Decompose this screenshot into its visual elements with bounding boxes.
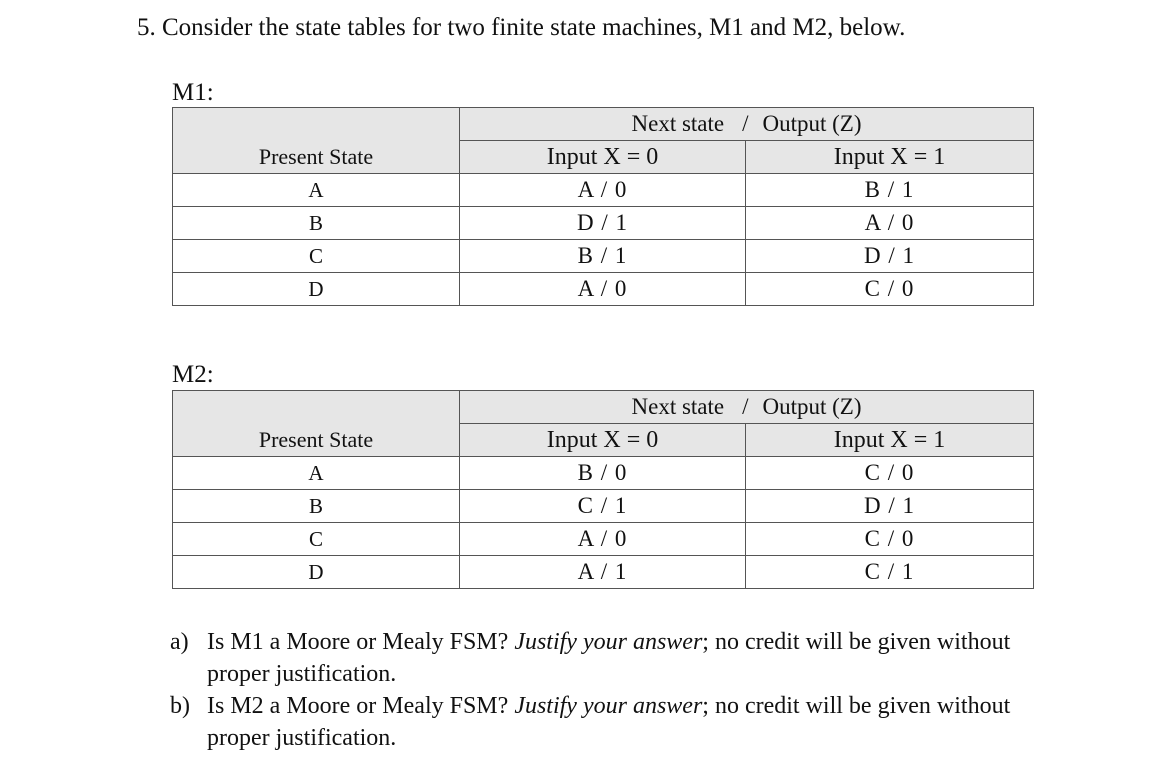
m2-x0-cell: A / 1 — [460, 556, 746, 589]
m1-header-slash: / — [742, 111, 749, 136]
m1-x0-cell: B / 1 — [460, 240, 746, 273]
m2-x1-cell: C / 0 — [746, 523, 1034, 556]
m2-input0-header: Input X = 0 — [460, 424, 746, 457]
m1-header-row-1 — [173, 108, 1034, 141]
m2-state-cell: D — [173, 556, 460, 589]
table-row — [173, 490, 1034, 523]
part-b-pre: Is M2 a Moore or Mealy FSM? — [207, 693, 515, 719]
part-a-post: ; no credit will be given without proper justification. — [207, 629, 1011, 687]
table-row — [173, 273, 1034, 306]
m2-next-state-label: Next state — [631, 394, 725, 419]
m2-next-state-output-header — [460, 391, 1034, 424]
part-a — [170, 626, 1050, 690]
m2-state-table — [172, 390, 1034, 589]
m1-x0-cell: D / 1 — [460, 207, 746, 240]
m2-header-slash: / — [742, 394, 749, 419]
m1-state-cell: D — [173, 273, 460, 306]
table-row — [173, 523, 1034, 556]
part-a-pre: Is M1 a Moore or Mealy FSM? — [207, 629, 515, 655]
part-a-letter: a) — [170, 629, 189, 655]
m2-present-state-header: Present State — [173, 391, 460, 457]
m2-x1-cell: C / 0 — [746, 457, 1034, 490]
part-b-post: ; no credit will be given without proper justification. — [207, 693, 1011, 751]
table-row — [173, 174, 1034, 207]
m2-x0-cell: C / 1 — [460, 490, 746, 523]
m1-x0-cell: A / 0 — [460, 273, 746, 306]
m1-state-cell: B — [173, 207, 460, 240]
part-a-text — [207, 626, 1050, 690]
m1-input1-header: Input X = 1 — [746, 141, 1034, 174]
m1-next-state-label: Next state — [631, 111, 725, 136]
sub-questions — [170, 626, 1050, 754]
m2-header-row-1 — [173, 391, 1034, 424]
m2-x1-cell: C / 1 — [746, 556, 1034, 589]
m2-x0-cell: B / 0 — [460, 457, 746, 490]
part-a-emph: Justify your answer — [514, 629, 703, 655]
m2-x1-cell: D / 1 — [746, 490, 1034, 523]
table-row — [173, 457, 1034, 490]
m1-output-label: Output (Z) — [762, 111, 862, 136]
m1-x1-cell: B / 1 — [746, 174, 1034, 207]
m1-x1-cell: D / 1 — [746, 240, 1034, 273]
m1-state-table — [172, 107, 1034, 306]
part-b — [170, 690, 1050, 754]
m1-next-state-output-header — [460, 108, 1034, 141]
m2-input1-header: Input X = 1 — [746, 424, 1034, 457]
m2-output-label: Output (Z) — [762, 394, 862, 419]
part-b-letter: b) — [170, 693, 190, 719]
m1-x1-cell: C / 0 — [746, 273, 1034, 306]
part-b-emph: Justify your answer — [514, 693, 703, 719]
m1-state-cell: C — [173, 240, 460, 273]
m1-x1-cell: A / 0 — [746, 207, 1034, 240]
m1-x0-cell: A / 0 — [460, 174, 746, 207]
m1-input0-header: Input X = 0 — [460, 141, 746, 174]
m2-state-cell: B — [173, 490, 460, 523]
m1-present-state-header: Present State — [173, 108, 460, 174]
table-row — [173, 240, 1034, 273]
m2-label: M2: — [172, 361, 214, 388]
m2-x0-cell: A / 0 — [460, 523, 746, 556]
question-text: 5. Consider the state tables for two finite state machines, M1 and M2, below. — [137, 14, 906, 41]
table-row — [173, 207, 1034, 240]
m1-state-cell: A — [173, 174, 460, 207]
m2-state-cell: A — [173, 457, 460, 490]
table-row — [173, 556, 1034, 589]
part-b-text — [207, 690, 1050, 754]
m2-state-cell: C — [173, 523, 460, 556]
m1-label: M1: — [172, 79, 214, 106]
